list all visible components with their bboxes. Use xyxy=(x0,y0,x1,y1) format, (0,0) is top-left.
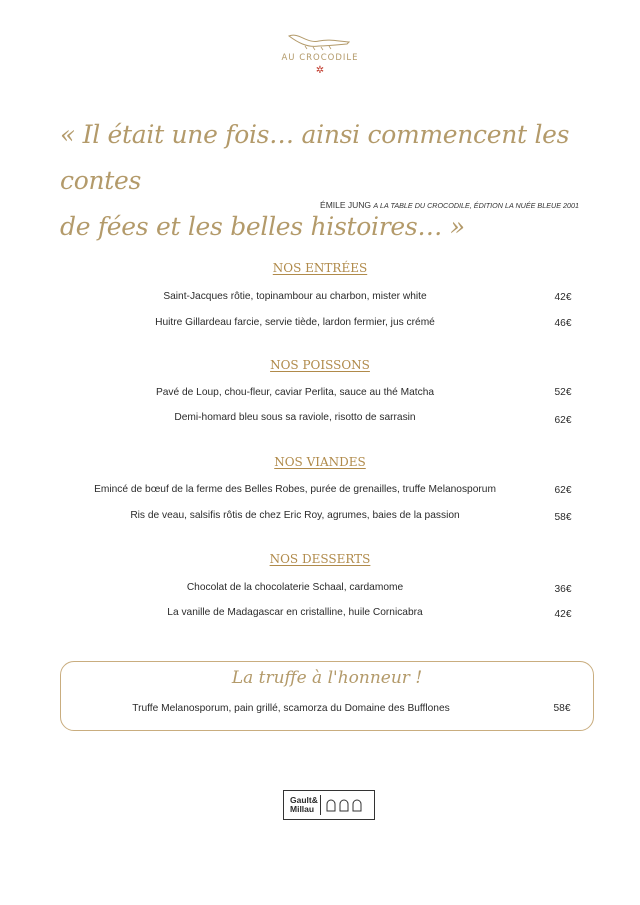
toque-icons xyxy=(325,796,365,814)
dish-name: La vanille de Madagascar en cristalline, huile Cornicabra xyxy=(167,607,423,618)
dish-name: Truffe Melanosporum, pain grillé, scamorza du Domaine des Bufflones xyxy=(132,703,450,714)
michelin-star-icon: ✲ xyxy=(315,65,325,76)
dish-name: Chocolat de la chocolaterie Schaal, cardamome xyxy=(186,582,404,593)
gault-millau-badge xyxy=(283,790,375,820)
dish-price: 62€ xyxy=(554,485,572,496)
dish-price: 42€ xyxy=(554,609,572,620)
section-title-viandes: NOS VIANDES xyxy=(274,455,366,469)
dish-price: 46€ xyxy=(554,318,572,329)
dish-name: Pavé de Loup, chou-fleur, caviar Perlita, sauce au thé Matcha xyxy=(155,387,435,398)
badge-line-1: Gault& xyxy=(290,795,318,805)
quote-line-1: « Il était une fois… ainsi commencent les contes xyxy=(60,120,570,195)
dish-price: 62€ xyxy=(554,415,572,426)
restaurant-logo xyxy=(250,30,390,90)
truffle-special-box xyxy=(60,661,594,731)
section-title-desserts: NOS DESSERTS xyxy=(269,552,371,566)
dish-price: 36€ xyxy=(554,584,572,595)
dish-name: Emincé de bœuf de la ferme des Belles Robes, purée de grenailles, truffe Melanosporum xyxy=(94,484,496,495)
quote-source: A LA TABLE DU CROCODILE, ÉDITION LA NUÉE BLEUE 2001 xyxy=(373,201,579,210)
brand-name: AU CROCODILE xyxy=(281,53,359,63)
quote-line-2: de fées et les belles histoires… » xyxy=(60,212,465,241)
quote-author: ÉMILE JUNG xyxy=(320,200,372,210)
badge-divider xyxy=(320,795,321,815)
dish-name: Demi-homard bleu sous sa raviole, risotto de sarrasin xyxy=(174,412,416,423)
section-title-poissons: NOS POISSONS xyxy=(270,358,370,372)
dish-price: 58€ xyxy=(554,512,572,523)
truffle-title: La truffe à l'honneur ! xyxy=(231,668,423,688)
badge-line-2: Millau xyxy=(290,804,315,814)
dish-name: Huitre Gillardeau farcie, servie tiède, lardon fermier, jus crémé xyxy=(155,317,435,328)
gault-millau-logo xyxy=(290,796,316,814)
crocodile-icon xyxy=(285,30,355,52)
section-title-entrees: NOS ENTRÉES xyxy=(272,261,368,275)
dish-price: 52€ xyxy=(554,387,572,398)
quote-attribution xyxy=(320,200,579,210)
dish-name: Ris de veau, salsifis rôtis de chez Eric Roy, agrumes, baies de la passion xyxy=(130,510,460,521)
dish-price: 42€ xyxy=(554,292,572,303)
dish-name: Saint-Jacques rôtie, topinambour au charbon, mister white xyxy=(163,291,427,302)
dish-price: 58€ xyxy=(553,703,571,714)
opening-quote xyxy=(60,112,600,250)
